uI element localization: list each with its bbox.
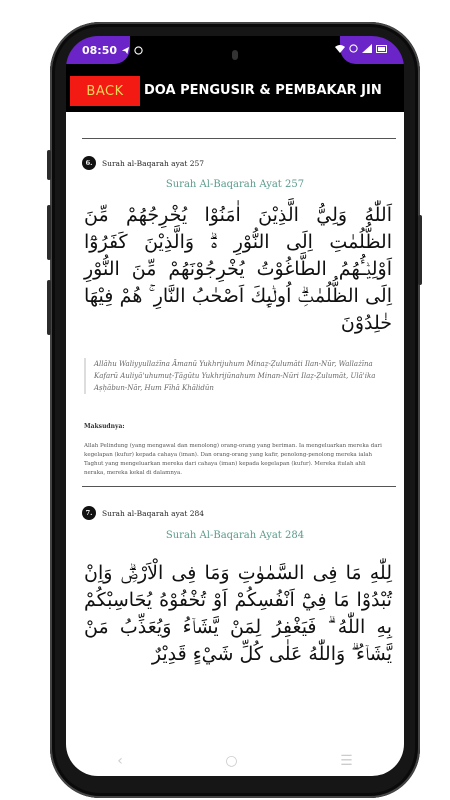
page-title: DOA PENGUSIR & PEMBAKAR JIN [144,83,382,98]
signal-icon [362,44,372,53]
transliteration: Allāhu Waliyyullażīna Āmanū Yukhrijuhum Minaẓ-Ẓulumāti Ilan-Nūr, Wallażīna Kafarū Auliyā'uhumuṭ-Ṭāgūtu Yukhrijūnahum Minan-Nūri Ilaẓ-Ẓulumāt, Ulā'ika Aṣḥābun-Nār, Hum Fīhā Khālidūn [84,358,394,394]
item-heading [82,156,204,170]
meaning-label: Maksudnya: [84,423,125,430]
power-button [418,215,422,285]
back-button[interactable]: BACK [70,76,140,106]
meaning-text: Allah Pelindung (yang mengawal dan menolong) orang-orang yang beriman. Ia mengeluarkan mereka dari kegelapan (kufur) kepada cahaya (iman). Dan orang-orang yang kafir, penolong-penolong mereka ialah Taghut yang mengeluarkan mereka dari cahaya (iman) kepada kegelapan (kufur). Mereka itulah ahli neraka, mereka kekal di dalamnya. [84,443,382,476]
wifi-icon [335,44,345,53]
item-heading [82,506,204,520]
volume-up-button [47,150,51,180]
status-bar [66,36,404,62]
item-number-badge: 6. [82,156,96,170]
status-time: 08:50 [82,44,118,57]
alarm-icon [349,44,358,53]
surah-title: Surah Al-Baqarah Ayat 284 [165,530,305,541]
divider [82,486,396,487]
surah-title: Surah Al-Baqarah Ayat 257 [165,179,305,190]
back-nav-icon[interactable]: ‹ [117,753,123,769]
arabic-verse: لِلّٰهِ مَا فِى السَّمٰوٰتِ وَمَا فِى الْاَرْضِۗ وَاِنْ تُبْدُوْا مَا فِيْٓ اَنْفُسِكُمْ اَوْ تُخْفُوْهُ يُحَاسِبْكُمْ بِهِ اللّٰهُ ۗ فَيَغْفِرُ لِمَنْ يَّشَاۤءُ وَيُعَذِّبُ مَنْ يَّشَاۤءُ ۗ وَاللّٰهُ عَلٰى كُلِّ شَيْءٍ قَدِيْرٌ [84,562,392,665]
volume-down-button [47,205,51,260]
app-header [66,74,404,110]
item-number-badge: 7. [82,506,96,520]
item-caption: Surah al-Baqarah ayat 257 [102,158,205,168]
screen [66,36,404,776]
navigation-bar [66,746,404,776]
arabic-verse: اَللّٰهُ وَلِيُّ الَّذِيْنَ اٰمَنُوْا يُخْرِجُهُمْ مِّنَ الظُّلُمٰتِ اِلَى النُّوْرِ ەۗ وَالَّذِيْنَ كَفَرُوْٓا اَوْلِيٰۤـُٔهُمُ الطَّاغُوْتُ يُخْرِجُوْنَهُمْ مِّنَ النُّوْرِ اِلَى الظُّلُمٰتِۗ اُولٰۤىِٕكَ اَصْحٰبُ النَّارِ ۚ هُمْ فِيْهَا خٰلِدُوْنَ [84,204,392,334]
telegram-icon [121,46,130,55]
item-caption: Surah al-Baqarah ayat 284 [102,508,205,518]
divider [82,138,396,139]
content-scroll-area[interactable] [66,112,404,776]
side-button [47,280,51,335]
battery-icon [376,45,388,53]
recents-nav-icon[interactable]: ☰ [340,753,353,769]
whatsapp-icon [134,46,143,55]
home-nav-icon[interactable]: ○ [225,753,238,769]
